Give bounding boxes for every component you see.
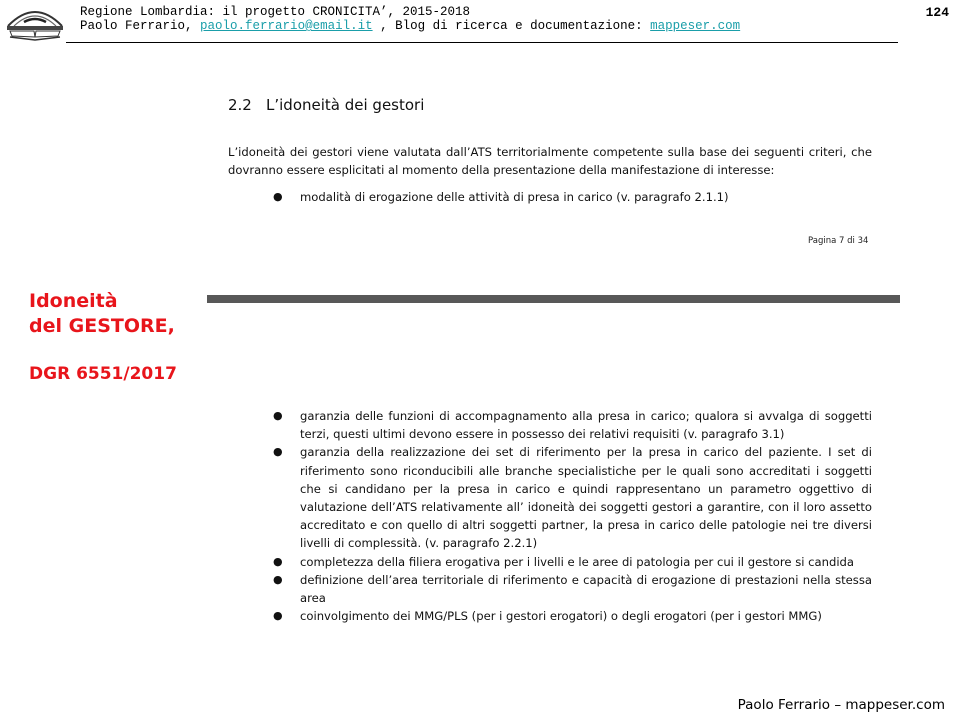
bullet-icon: ● bbox=[273, 445, 283, 459]
list-item bbox=[272, 188, 872, 206]
bullet-icon: ● bbox=[273, 190, 283, 203]
blog-link[interactable]: mappeser.com bbox=[650, 19, 741, 33]
list-item bbox=[272, 607, 872, 625]
slide-title-line2: del GESTORE, bbox=[29, 315, 175, 337]
header bbox=[80, 5, 740, 33]
list-item bbox=[272, 407, 872, 443]
criteria-list-bottom bbox=[272, 407, 872, 625]
bullet-icon: ● bbox=[273, 409, 283, 422]
list-item-text: completezza della filiera erogativa per i livelli e le aree di patologia per cui il gestore si candida bbox=[300, 554, 855, 569]
document-page-footer: Pagina 7 di 34 bbox=[808, 236, 869, 246]
footer-credit: Paolo Ferrario – mappeser.com bbox=[737, 697, 945, 713]
criteria-list-top bbox=[272, 188, 872, 206]
header-line2 bbox=[80, 19, 740, 33]
bullet-icon: ● bbox=[273, 554, 283, 568]
slide-title-line1: Idoneità bbox=[29, 290, 118, 312]
header-divider bbox=[66, 42, 898, 43]
list-item bbox=[272, 571, 872, 607]
slide-title bbox=[29, 289, 175, 339]
list-item-text: coinvolgimento dei MMG/PLS (per i gestori erogatori) o degli erogatori (per i gestori MMG) bbox=[300, 609, 822, 624]
list-item-text: garanzia della realizzazione dei set di riferimento per la presa in carico del paziente. I set di riferimento sono riconducibili alle branche specialistiche per le quali sono accreditati i soggetti che si candidano per la presa in carico e quindi rappresentano un parametro oggettivo di valutazione dell’ATS relativamente all’ idoneità dei soggetti gestori a garantire, con il loro assetto accreditato e con quello di altri soggetti partner, la presa in carico delle patologie nei tre diversi livelli di complessità. (v. paragrafo 2.2.1) bbox=[300, 445, 872, 551]
header-line1: Regione Lombardia: il progetto CRONICITA’, 2015-2018 bbox=[80, 5, 471, 19]
intro-paragraph: L’idoneità dei gestori viene valutata dall’ATS territorialmente competente sulla base dei seguenti criteri, che dovranno essere esplicitati al momento della presentazione della manifestazione di interesse: bbox=[228, 145, 872, 177]
list-item-text: definizione dell’area territoriale di riferimento e capacità di erogazione di prestazioni nella stessa area bbox=[300, 572, 872, 606]
list-item-text: garanzia delle funzioni di accompagnamento alla presa in carico; qualora si avvalga di soggetti terzi, questi ultimi devono essere in possesso dei relativi requisiti (v. paragrafo 3.1) bbox=[300, 409, 872, 442]
list-item bbox=[272, 443, 872, 552]
section-heading bbox=[228, 96, 872, 114]
slide-subtitle: DGR 6551/2017 bbox=[29, 364, 177, 384]
handshake-book-logo bbox=[4, 4, 66, 44]
list-item bbox=[272, 553, 872, 571]
section-number: 2.2 bbox=[228, 96, 252, 114]
section-divider bbox=[207, 295, 900, 303]
header-blog-text: , Blog di ricerca e documentazione: bbox=[380, 19, 643, 33]
email-link[interactable]: paolo.ferrario@email.it bbox=[200, 19, 373, 33]
bullet-icon: ● bbox=[273, 609, 283, 623]
page-number: 124 bbox=[925, 5, 949, 20]
list-item-text: modalità di erogazione delle attività di presa in carico (v. paragrafo 2.1.1) bbox=[300, 190, 729, 204]
header-author: Paolo Ferrario, bbox=[80, 19, 193, 33]
bullet-icon: ● bbox=[273, 572, 283, 586]
section-title: L’idoneità dei gestori bbox=[266, 96, 425, 114]
